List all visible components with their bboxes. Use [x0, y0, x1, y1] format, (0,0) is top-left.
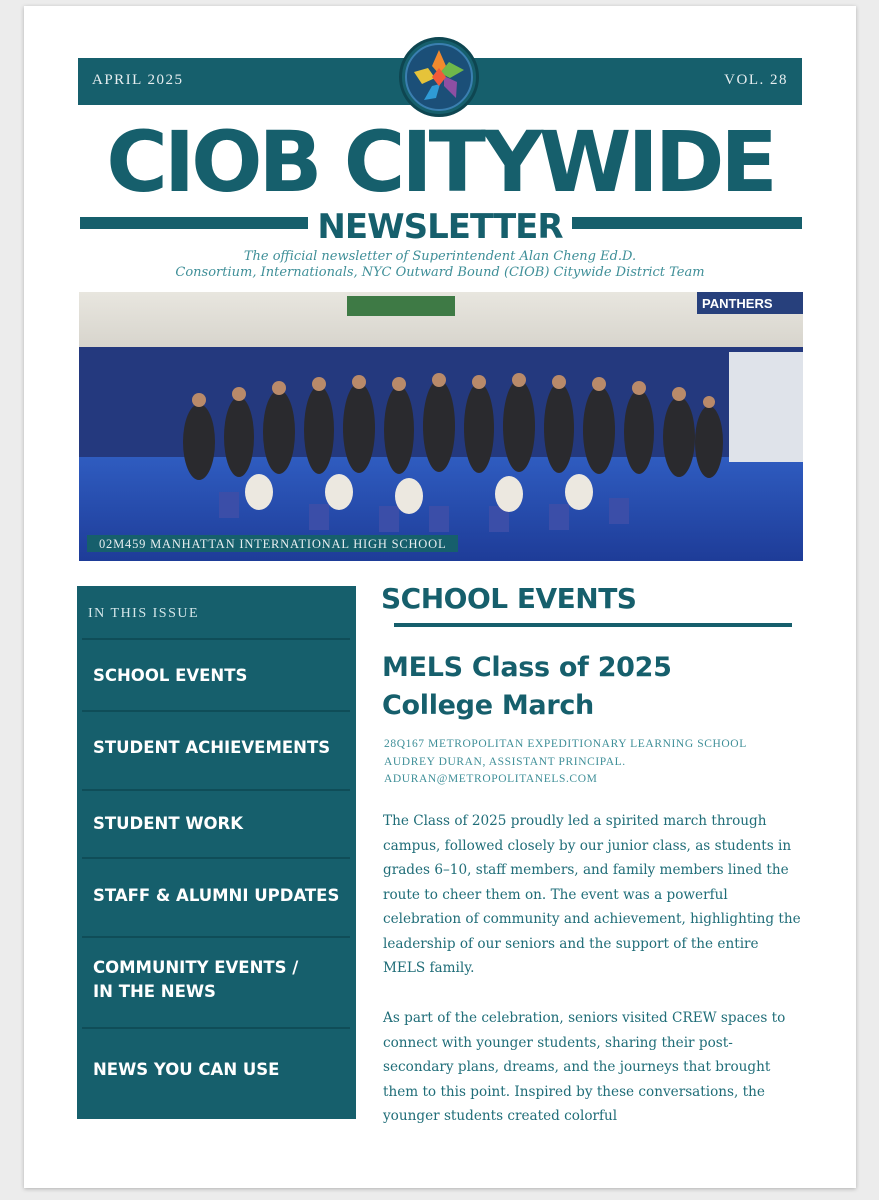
article-paragraph-1: The Class of 2025 proudly led a spirited march through campus, followed closely by our junior class, as students in grades 6–10, staff members, and family members lined the route to cheer them on. The event was a powerful celebration of community and achievement, highlighting the leadership of our seniors and the support of the entire MELS family.	[383, 813, 801, 976]
group-photo	[79, 292, 803, 561]
sidebar-item-school-events[interactable]: SCHOOL EVENTS	[93, 666, 248, 685]
sidebar-item-student-work[interactable]: STUDENT WORK	[93, 814, 244, 833]
gym-banner-text: PANTHERS	[702, 296, 773, 311]
sidebar-item-staff-alumni-updates[interactable]: STAFF & ALUMNI UPDATES	[93, 886, 340, 905]
title-rule-right	[572, 217, 802, 229]
group-photo-illustration	[79, 292, 803, 561]
article-title-line-2: College March	[382, 690, 594, 721]
title-rule-left	[80, 217, 308, 229]
sidebar-item-label: COMMUNITY EVENTS /	[93, 958, 299, 977]
sidebar-divider	[82, 936, 350, 938]
sidebar-divider	[82, 638, 350, 640]
sidebar-item-news-you-can-use[interactable]: NEWS YOU CAN USE	[93, 1060, 280, 1079]
issue-volume: VOL. 28	[724, 72, 788, 88]
district-logo-icon	[399, 37, 479, 117]
tagline-line-2: Consortium, Internationals, NYC Outward Bound (CIOB) Citywide District Team	[175, 265, 705, 280]
tagline	[78, 249, 802, 281]
byline-email-link[interactable]: ADURAN@METROPOLITANELS.COM	[384, 773, 598, 785]
sidebar-item-community-events[interactable]	[93, 956, 343, 1004]
tagline-line-1: The official newsletter of Superintendent Alan Cheng Ed.D.	[243, 249, 637, 264]
article-title-line-1: MELS Class of 2025	[382, 652, 672, 683]
sidebar-heading: IN THIS ISSUE	[88, 606, 200, 621]
newsletter-page	[24, 6, 856, 1188]
article-title	[382, 649, 782, 725]
newsletter-title: CIOB CITYWIDE	[106, 113, 774, 211]
article-byline	[384, 736, 794, 789]
sidebar-item-student-achievements[interactable]: STUDENT ACHIEVEMENTS	[93, 738, 331, 757]
sidebar-divider	[82, 857, 350, 859]
photo-caption: 02M459 MANHATTAN INTERNATIONAL HIGH SCHOOL	[87, 535, 458, 552]
in-this-issue-sidebar	[77, 586, 356, 1119]
section-rule	[394, 623, 792, 627]
article-paragraph-2: As part of the celebration, seniors visited CREW spaces to connect with younger students, sharing their post-secondary plans, dreams, and the journeys that brought them to this point. Inspired by these conversations, the younger students created colorful	[383, 1010, 786, 1124]
issue-date: APRIL 2025	[92, 72, 184, 88]
sidebar-item-label: IN THE NEWS	[93, 982, 216, 1001]
section-heading: SCHOOL EVENTS	[381, 582, 637, 615]
newsletter-subtitle: NEWSLETTER	[317, 207, 563, 247]
sidebar-divider	[82, 1027, 350, 1029]
sidebar-divider	[82, 789, 350, 791]
byline-school: 28Q167 METROPOLITAN EXPEDITIONARY LEARNING SCHOOL	[384, 738, 747, 750]
byline-author: AUDREY DURAN, ASSISTANT PRINCIPAL.	[384, 755, 626, 768]
sidebar-divider	[82, 710, 350, 712]
